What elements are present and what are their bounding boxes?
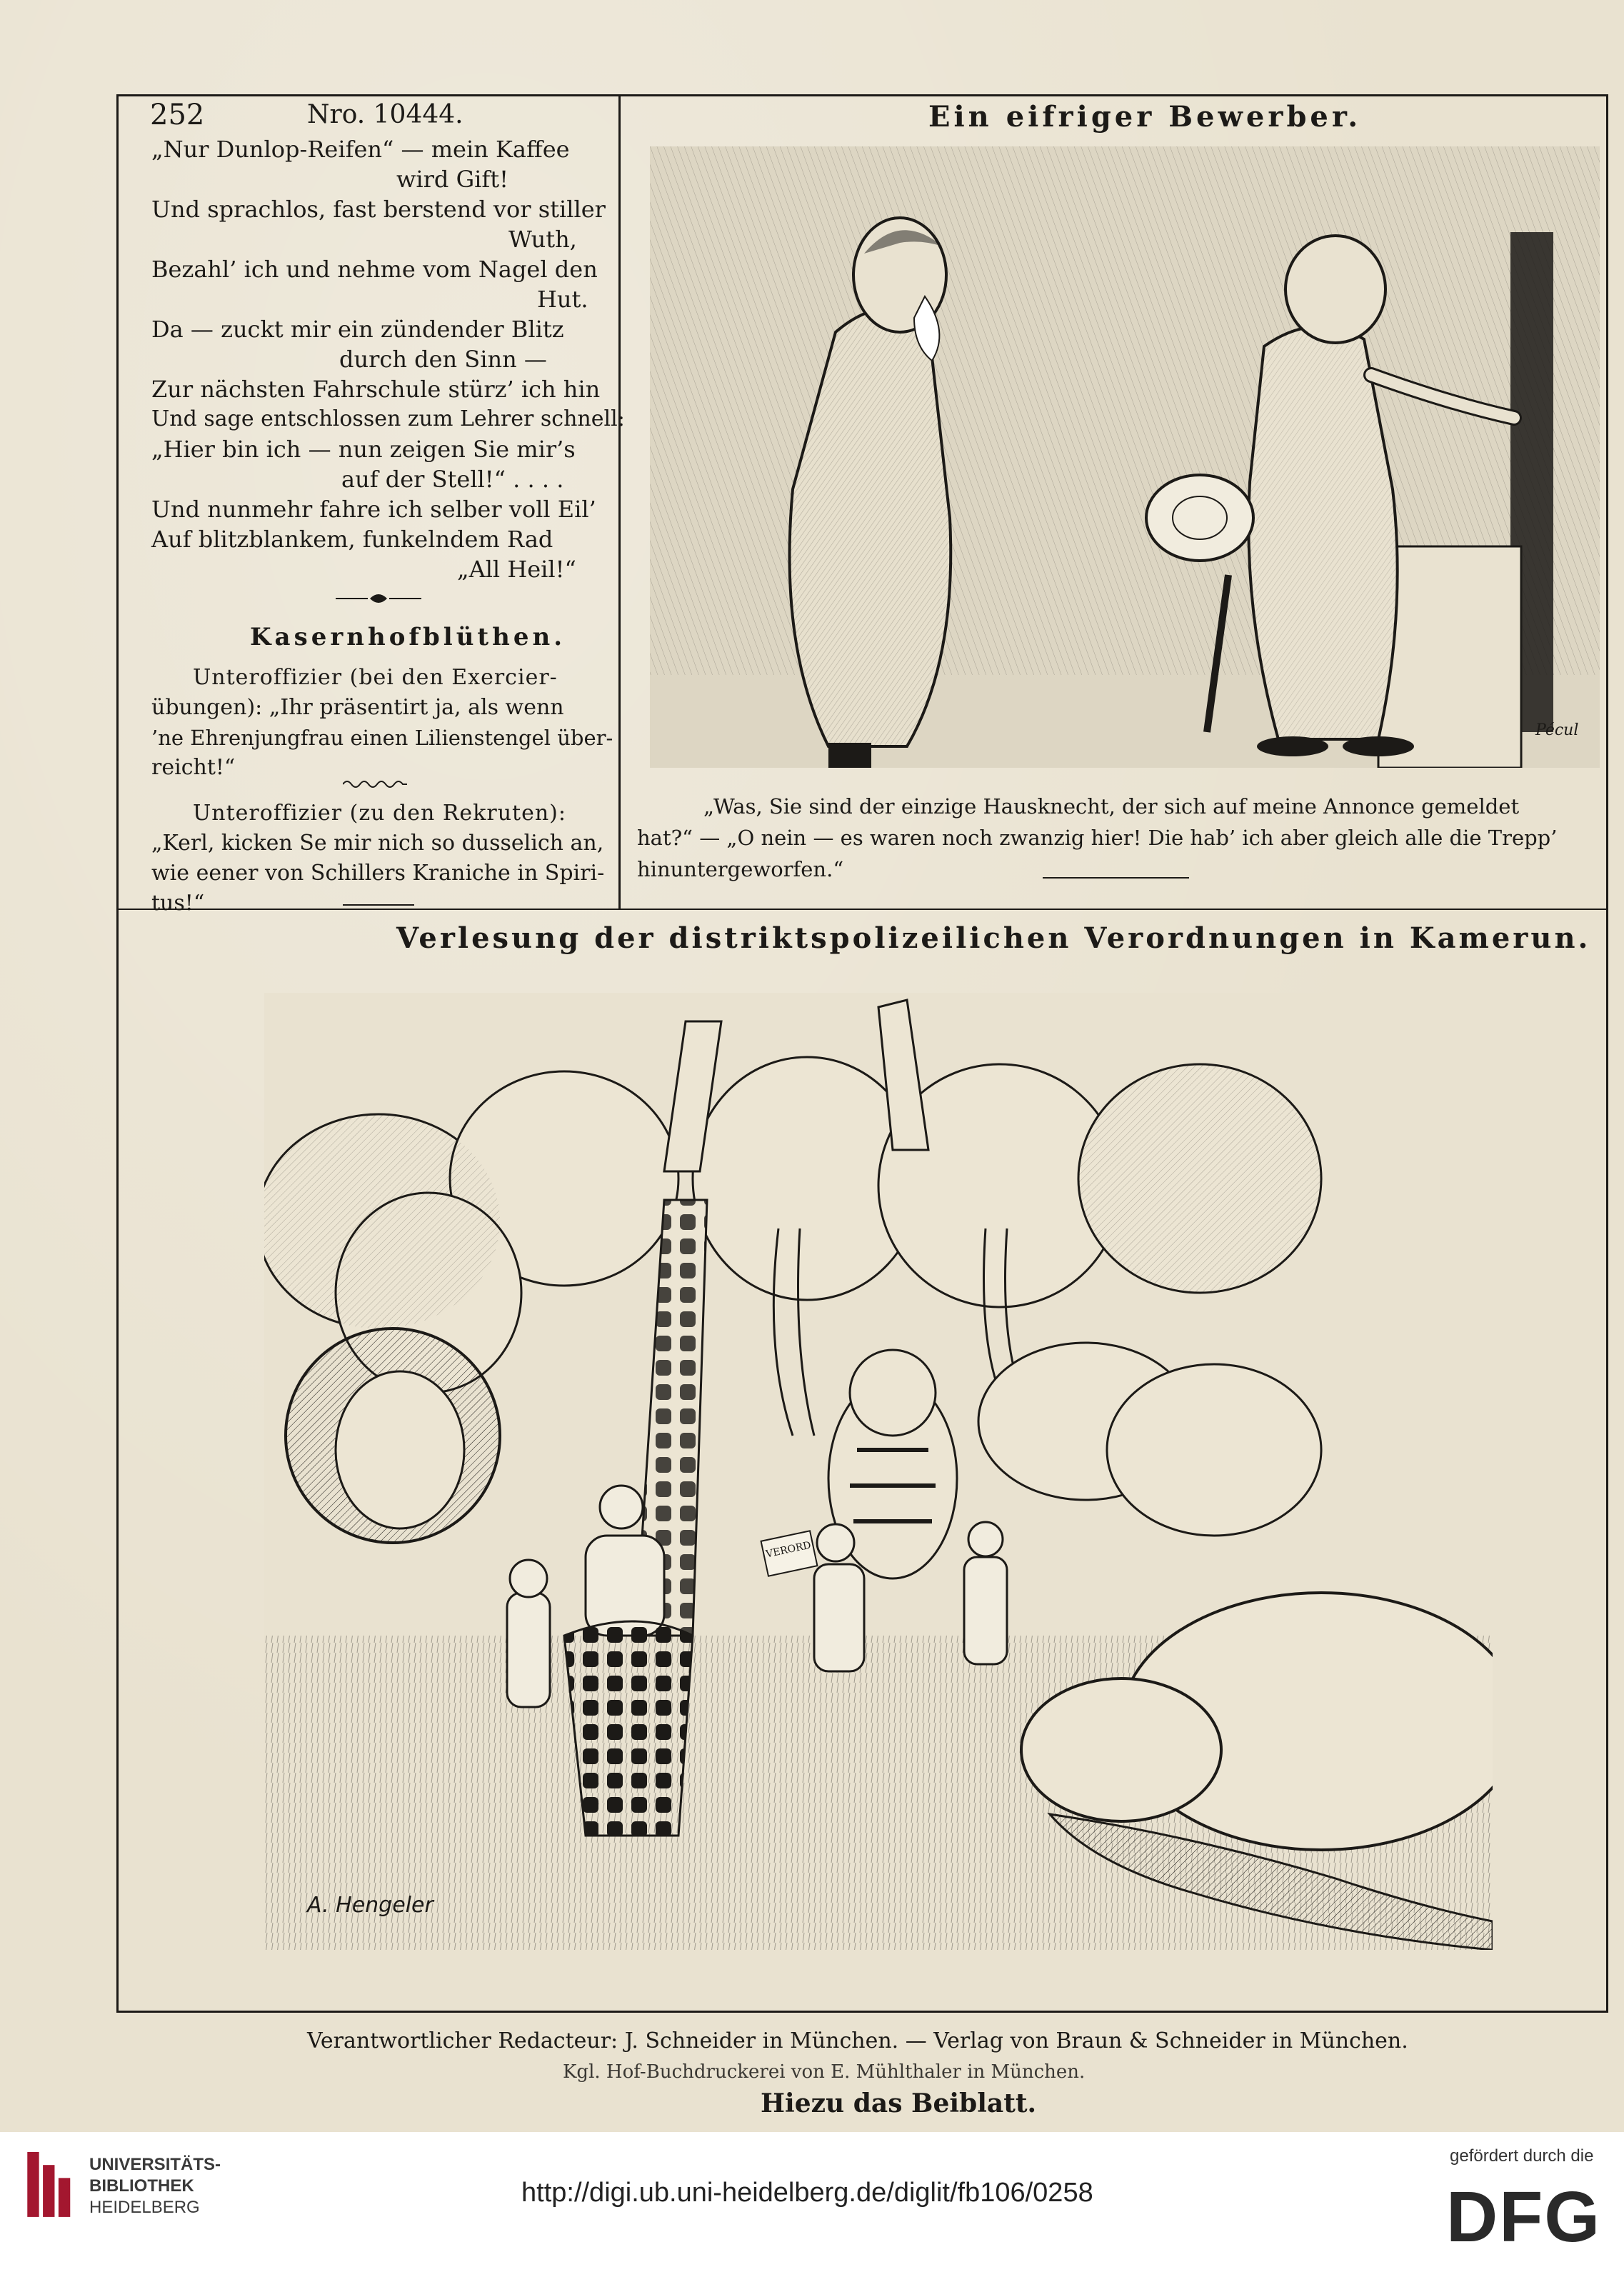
poem-line: Zur nächsten Fahrschule stürz’ ich hin — [151, 376, 601, 403]
library-name-line-1: UNIVERSITÄTS- — [89, 2155, 221, 2174]
cartoon-title: Ein eifriger Bewerber. — [928, 100, 1362, 134]
section-title: Kasernhofblüthen. — [250, 623, 566, 651]
poem-line: „Nur Dunlop-Reifen“ — mein Kaffee — [151, 136, 570, 163]
poem-line: „All Heil!“ — [457, 556, 576, 583]
digital-library-footer — [0, 2132, 1624, 2272]
cartoon-signature: Pécul — [1535, 721, 1579, 739]
anecdote-line: ’ne Ehrenjungfrau einen Lilienstengel über- — [151, 726, 613, 750]
cartoon-caption-line: hinuntergeworfen.“ — [637, 857, 844, 881]
page-number: 252 — [150, 99, 205, 131]
anecdote-line: wie eener von Schillers Kraniche in Spiri- — [151, 861, 605, 886]
poem-line: auf der Stell!“ . . . . — [341, 466, 564, 493]
cartoon-caption-line: hat?“ — „O nein — es waren noch zwanzig hier! Die hab’ ich aber gleich alle die Trepp’ — [637, 826, 1558, 850]
anecdote-line: „Kerl, kicken Se mir nich so dusselich an, — [151, 831, 604, 856]
poem-line: Wuth, — [508, 226, 577, 253]
anecdote-line: tus!“ — [151, 891, 205, 916]
ornament-divider — [336, 590, 421, 607]
anecdote-line: Unteroffizier (bei den Exercier- — [193, 665, 558, 690]
permalink-url[interactable]: http://digi.ub.uni-heidelberg.de/diglit/fb106/0258 — [521, 2178, 1093, 2208]
library-name-line-2: BIBLIOTHEK — [89, 2176, 194, 2196]
cartoon-illustration-employer-applicant — [650, 146, 1600, 768]
imprint-line-3: Hiezu das Beiblatt. — [761, 2088, 1037, 2118]
funded-by-text: gefördert durch die — [1450, 2146, 1594, 2166]
imprint-line-1: Verantwortlicher Redacteur: J. Schneider in München. — Verlag von Braun & Schneider in München. — [307, 2028, 1408, 2053]
big-cartoon-title: Verlesung der distriktspolizeilichen Verordnungen in Kamerun. — [396, 921, 1591, 955]
column-divider — [618, 94, 621, 909]
issue-number: Nro. 10444. — [307, 100, 463, 129]
notice-sheet-text: VERORD — [765, 1539, 813, 1561]
poem-line: durch den Sinn — — [339, 346, 547, 373]
poem-line: Auf blitzblankem, funkelndem Rad — [151, 526, 553, 553]
big-cartoon-signature: A. Hengeler — [307, 1893, 433, 1918]
library-name-line-3: HEIDELBERG — [89, 2198, 200, 2217]
anecdote-line: übungen): „Ihr präsentirt ja, als wenn — [151, 695, 564, 720]
cartoon-illustration-kamerun-animals — [264, 993, 1493, 1950]
anecdote-line: reicht!“ — [151, 755, 236, 780]
poem-line: Hut. — [537, 286, 588, 313]
dfg-logo: DFG — [1446, 2177, 1602, 2257]
imprint-line-2: Kgl. Hof-Buchdruckerei von E. Mühlthaler in München. — [563, 2061, 1086, 2083]
poem-line: Und sprachlos, fast berstend vor stiller — [151, 196, 606, 223]
cartoon-caption-line: „Was, Sie sind der einzige Hausknecht, der sich auf meine Annonce gemeldet — [703, 794, 1520, 819]
poem-line: wird Gift! — [396, 166, 508, 193]
poem-line: Da — zuckt mir ein zündender Blitz — [151, 316, 564, 343]
anecdote-line: Unteroffizier (zu den Rekruten): — [193, 801, 566, 826]
end-rule — [343, 904, 414, 906]
poem-line: Bezahl’ ich und nehme vom Nagel den — [151, 256, 598, 283]
squiggle-divider — [343, 779, 407, 790]
caption-end-rule — [1043, 877, 1189, 879]
section-divider — [116, 909, 1606, 910]
poem-line: Und nunmehr fahre ich selber voll Eil’ — [151, 496, 596, 523]
poem-line: Und sage entschlossen zum Lehrer schnell: — [151, 406, 625, 431]
poem-line: „Hier bin ich — nun zeigen Sie mir’s — [151, 436, 576, 463]
university-library-logo-icon — [25, 2152, 76, 2223]
